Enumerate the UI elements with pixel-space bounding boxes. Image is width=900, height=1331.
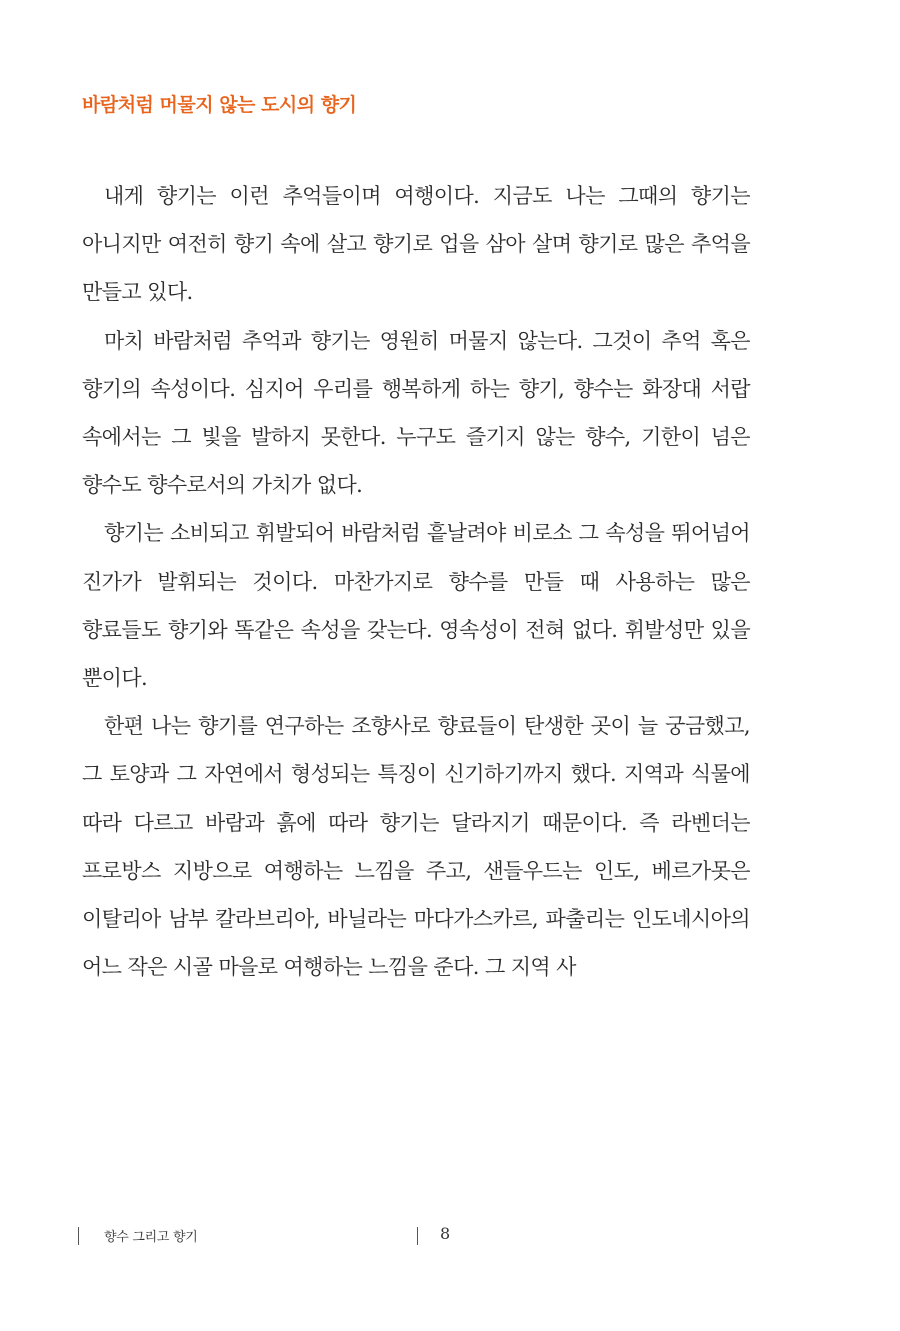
book-title: 향수 그리고 향기 (104, 1230, 198, 1245)
body-text (82, 172, 750, 991)
chapter-title: 바람처럼 머물지 않는 도시의 향기 (82, 94, 357, 116)
paragraph: 마치 바람처럼 추억과 향기는 영원히 머물지 않는다. 그것이 추억 혹은 향기의 속성이다. 심지어 우리를 행복하게 하는 향기, 향수는 화장대 서랍 속에서는 그 빛을 발하지 못한다. 누구도 즐기지 않는 향수, 기한이 넘은 향수도 향수로서의 가치가 없다. (82, 328, 750, 498)
footer-divider (417, 1227, 418, 1245)
paragraph: 향기는 소비되고 휘발되어 바람처럼 흩날려야 비로소 그 속성을 뛰어넘어 진가가 발휘되는 것이다. 마찬가지로 향수를 만들 때 사용하는 많은 향료들도 향기와 똑같은 속성을 갖는다. 영속성이 전혀 없다. 휘발성만 있을 뿐이다. (82, 521, 750, 691)
paragraph: 한편 나는 향기를 연구하는 조향사로 향료들이 탄생한 곳이 늘 궁금했고, 그 토양과 그 자연에서 형성되는 특징이 신기하기까지 했다. 지역과 식물에 따라 다르고 바람과 흙에 따라 향기는 달라지기 때문이다. 즉 라벤더는 프로방스 지방으로 여행하는 느낌을 주고, 샌들우드는 인도, 베르가못은 이탈리아 남부 칼라브리아, 바닐라는 마다가스카르, 파출리는 인도네시아의 어느 작은 시골 마을로 여행하는 느낌을 준다. 그 지역 사 (82, 714, 750, 980)
page-footer (0, 1224, 900, 1248)
footer-divider (78, 1227, 79, 1245)
page-number: 8 (440, 1224, 451, 1243)
paragraph: 내게 향기는 이런 추억들이며 여행이다. 지금도 나는 그때의 향기는 아니지만 여전히 향기 속에 살고 향기로 업을 삼아 살며 향기로 많은 추억을 만들고 있다. (82, 184, 750, 305)
